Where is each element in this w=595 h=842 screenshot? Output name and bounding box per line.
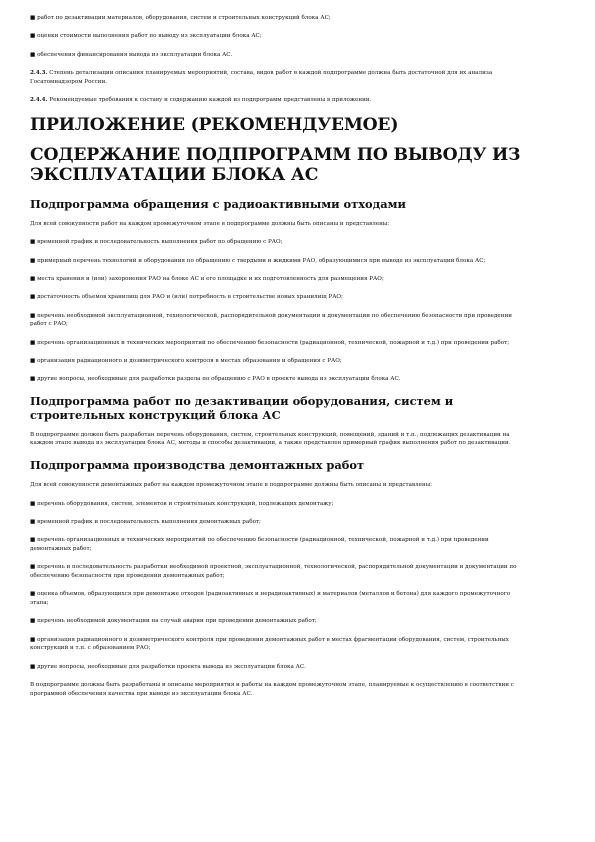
intro-bullet-1: ■ работ по дезактивации материалов, оборудования, систем и строительных конструкций блока АС; — [30, 15, 331, 21]
section-3-intro: Для всей совокупности демонтажных работ на каждом промежуточном этапе в подпрограмме должны быть описаны и представлены: — [30, 482, 433, 489]
section-2-text: В подпрограмме должен быть разработан перечень оборудования, систем, строительных конструкций, помещений, зданий и т.п., подлежащих дезактивации на каждом этапе вывода из эксплуатации блока АС, методы и способы дезактивации, а также представлен примерный график выполнения работ по дезактивации. — [30, 431, 511, 447]
section-1-bullet: ■ перечень организационных и технических мероприятий по обеспечению безопасности (радиационной, технической, пожарной и т.д.) при проведении работ; — [30, 339, 510, 346]
section-1-bullet: ■ достаточность объемов хранилищ для РАО и (или) потребность в строительстве новых хранилищ РАО; — [30, 294, 343, 301]
clause-2-4-4 — [30, 96, 529, 105]
section-3-bullet: ■ организация радиационного и дозиметрического контроля при проведении демонтажных работ в местах фрагментации оборудования, систем, строительных конструкций и т.п. с образованием РАО; — [30, 636, 509, 652]
section-3-bullet: ■ другие вопросы, необходимые для разработки проекта вывода из эксплуатации блока АС. — [30, 663, 306, 670]
section-3-bullet: ■ временной график и последовательность выполнения демонтажных работ; — [30, 519, 261, 526]
main-title: СОДЕРЖАНИЕ ПОДПРОГРАММ ПО ВЫВОДУ ИЗ ЭКСПЛУАТАЦИИ БЛОКА АС — [30, 144, 521, 185]
section-3-bullet: ■ перечень оборудования, систем, элементов и строительных конструкций, подлежащих демонтажу; — [30, 500, 334, 507]
section-1-bullet: ■ примерный перечень технологий и оборудования по обращению с твердыми и жидкими РАО, образующимися при выводе из эксплуатации блока АС; — [30, 257, 486, 264]
section-3-heading: Подпрограмма производства демонтажных работ — [30, 458, 364, 473]
section-1-bullet: ■ другие вопросы, необходимые для разработки раздела по обращению с РАО в проекте вывода из эксплуатации блока АС. — [30, 376, 401, 383]
section-1-bullet: ■ временной график и последовательность выполнения работ по обращению с РАО; — [30, 239, 283, 246]
section-3-closing: В подпрограмме должны быть разработаны и описаны мероприятия и работы на каждом промежуточном этапе, планируемые к осуществлению в соответствии с программой обеспечения качества при выводе из эксплуатации блока АС. — [30, 682, 514, 697]
section-2-heading: Подпрограмма работ по дезактивации оборудования, систем и строительных конструкций блока АС — [30, 393, 454, 422]
section-3-bullet: ■ перечень необходимой документации на случай аварии при проведении демонтажных работ; — [30, 618, 317, 625]
section-3-bullet: ■ перечень организационных и технических мероприятий по обеспечению безопасности (радиационной, технической, пожарной и т.д.) при проведении демонтажных работ; — [30, 537, 489, 553]
section-1-intro: Для всей совокупности работ на каждом промежуточном этапе в подпрограмме должны быть описаны и представлены: — [30, 220, 390, 227]
appendix-title: ПРИЛОЖЕНИЕ (РЕКОМЕНДУЕМОЕ) — [30, 114, 399, 135]
section-3-bullet: ■ перечень и последовательность разработки необходимой проектной, эксплуатационной, технологической, распорядительной документации и документации по обеспечению безопасности при проведении демонтажных работ; — [30, 564, 517, 579]
section-1-bullet: ■ места хранения и (или) захоронения РАО на блоке АС и его площадке и их подготовленность для размещения РАО; — [30, 275, 384, 282]
intro-bullet-2: ■ оценки стоимости выполнения работ по выводу из эксплуатации блока АС; — [30, 33, 262, 40]
section-1-heading: Подпрограмма обращения с радиоактивными отходами — [30, 196, 406, 211]
section-3-bullet: ■ оценка объемов, образующихся при демонтаже отходов (радиоактивных и нерадиоактивных) и материалов (металлов и бетона) для каждого промежуточного этапа; — [30, 591, 511, 606]
section-1-bullet: ■ организация радиационного и дозиметрического контроля в местах образования и обращения с РАО; — [30, 358, 342, 365]
clause-2-4-3 — [30, 69, 529, 86]
clause-text: Рекомендуемые требования к составу и содержанию каждой из подпрограмм представлены в приложении. — [47, 97, 372, 104]
clause-number: 2.4.3. — [30, 70, 48, 77]
clause-text: Степень детализации описания планируемых мероприятий, состава, видов работ в каждой подпрограмме должна быть достаточной для их анализа Госатомнадзором России. — [30, 70, 493, 85]
intro-bullet-3: ■ обеспечения финансирования вывода из эксплуатации блока АС. — [30, 51, 233, 58]
clause-number: 2.4.4. — [30, 97, 48, 104]
section-1-bullet: ■ перечень необходимой эксплуатационной, технологической, распорядительной документации и документации по обеспечению безопасности при проведении работ с РАО; — [30, 312, 512, 328]
